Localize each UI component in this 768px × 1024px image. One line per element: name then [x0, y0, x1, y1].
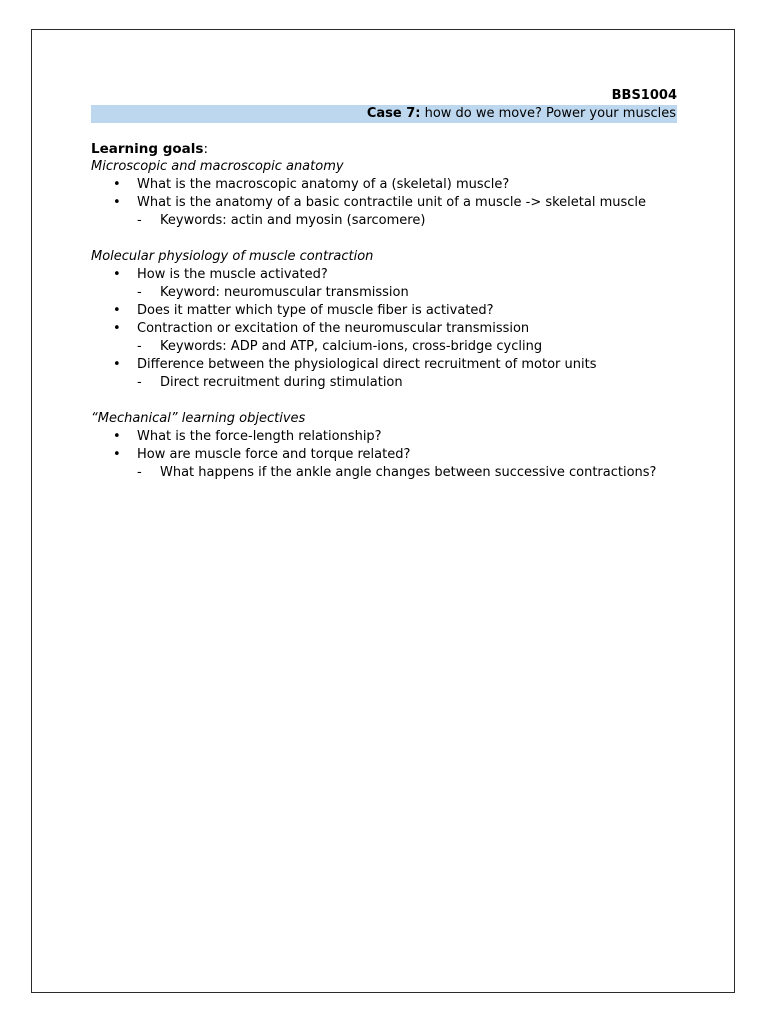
list-item: • How is the muscle activated? [91, 266, 677, 284]
case-title: how do we move? Power your muscles [420, 106, 676, 121]
goal-section [91, 248, 677, 392]
course-code: BBS1004 [611, 88, 677, 103]
list-item: • What is the macroscopic anatomy of a (skeletal) muscle? [91, 176, 677, 194]
learning-goals-colon: : [203, 141, 209, 157]
list-item: • Difference between the physiological direct recruitment of motor units [91, 356, 677, 374]
document-page [31, 29, 735, 993]
section-title: Microscopic and macroscopic anatomy [91, 159, 344, 174]
learning-goal-sections [91, 158, 677, 482]
goal-section [91, 158, 677, 230]
sub-list-item: - Keywords: ADP and ATP, calcium-ions, cross-bridge cycling [91, 338, 677, 356]
learning-goals-label: Learning goals [91, 141, 204, 157]
learning-goals-heading [91, 140, 677, 158]
list-item: • Contraction or excitation of the neuromuscular transmission [91, 320, 677, 338]
sub-list-item: - Direct recruitment during stimulation [91, 374, 677, 392]
document-content [91, 87, 677, 482]
section-title: Molecular physiology of muscle contraction [91, 249, 374, 264]
sub-list-item: - Keywords: actin and myosin (sarcomere) [91, 212, 677, 230]
goal-list [91, 428, 677, 482]
case-title-bar [91, 105, 677, 123]
list-item: • What is the force-length relationship? [91, 428, 677, 446]
section-title: “Mechanical” learning objectives [91, 411, 306, 426]
goal-list [91, 176, 677, 230]
list-item: • How are muscle force and torque related? [91, 446, 677, 464]
sub-list-item: - What happens if the ankle angle changes between successive contractions? [91, 464, 677, 482]
case-label: Case 7: [366, 106, 421, 121]
goal-section [91, 410, 677, 482]
goal-list [91, 266, 677, 392]
list-item: • Does it matter which type of muscle fiber is activated? [91, 302, 677, 320]
sub-list-item: - Keyword: neuromuscular transmission [91, 284, 677, 302]
list-item: • What is the anatomy of a basic contractile unit of a muscle -> skeletal muscle [91, 194, 677, 212]
